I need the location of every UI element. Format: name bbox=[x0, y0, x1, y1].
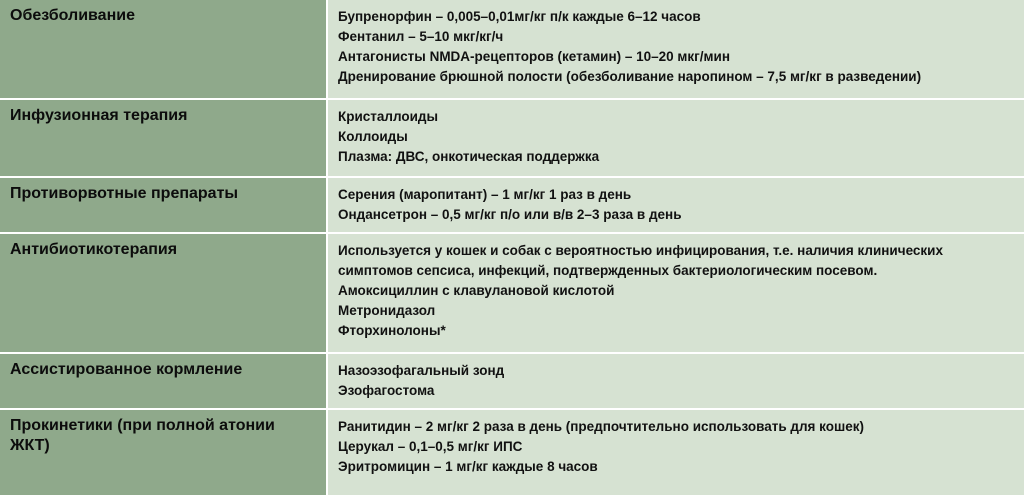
detail-line: Ондансетрон – 0,5 мг/кг п/о или в/в 2–3 раза в день bbox=[338, 207, 682, 222]
category-cell: Противорвотные препараты bbox=[0, 178, 326, 232]
category-cell: Ассистированное кормление bbox=[0, 354, 326, 408]
detail-line: Используется у кошек и собак с вероятностью инфицирования, т.е. наличия клинических bbox=[338, 243, 943, 258]
table-row-infusion bbox=[0, 100, 1024, 178]
table-row-analgesia bbox=[0, 0, 1024, 100]
category-cell: Антибиотикотерапия bbox=[0, 234, 326, 352]
details-cell bbox=[328, 410, 1024, 495]
detail-line: Амоксициллин с клавулановой кислотой bbox=[338, 283, 615, 298]
detail-line: Метронидазол bbox=[338, 303, 436, 318]
detail-line: Церукал – 0,1–0,5 мг/кг ИПС bbox=[338, 439, 523, 454]
table-row-prokinetics bbox=[0, 410, 1024, 495]
detail-line: Плазма: ДВС, онкотическая поддержка bbox=[338, 149, 600, 164]
table-row-feeding bbox=[0, 354, 1024, 410]
detail-line: симптомов сепсиса, инфекций, подтвержденных бактериологическим посевом. bbox=[338, 263, 878, 278]
detail-line: Назоэзофагальный зонд bbox=[338, 363, 505, 378]
category-cell: Прокинетики (при полной атонии ЖКТ) bbox=[0, 410, 326, 495]
detail-line: Фторхинолоны* bbox=[338, 323, 446, 338]
table-row-antiemetics bbox=[0, 178, 1024, 234]
details-cell bbox=[328, 234, 1024, 352]
details-cell bbox=[328, 100, 1024, 176]
table-row-antibiotics bbox=[0, 234, 1024, 354]
details-cell bbox=[328, 178, 1024, 232]
details-cell bbox=[328, 0, 1024, 98]
detail-line: Бупренорфин – 0,005–0,01мг/кг п/к каждые 6–12 часов bbox=[338, 9, 701, 24]
category-cell: Инфузионная терапия bbox=[0, 100, 326, 176]
detail-line: Ранитидин – 2 мг/кг 2 раза в день (предпочтительно использовать для кошек) bbox=[338, 419, 864, 434]
detail-line: Серения (маропитант) – 1 мг/кг 1 раз в день bbox=[338, 187, 632, 202]
detail-line: Дренирование брюшной полости (обезболивание наропином – 7,5 мг/кг в разведении) bbox=[338, 69, 922, 84]
detail-line: Эзофагостома bbox=[338, 383, 435, 398]
detail-line: Эритромицин – 1 мг/кг каждые 8 часов bbox=[338, 459, 598, 474]
details-cell bbox=[328, 354, 1024, 408]
detail-line: Фентанил – 5–10 мкг/кг/ч bbox=[338, 29, 504, 44]
category-cell: Обезболивание bbox=[0, 0, 326, 98]
detail-line: Кристаллоиды bbox=[338, 109, 439, 124]
detail-line: Антагонисты NMDA-рецепторов (кетамин) – 10–20 мкг/мин bbox=[338, 49, 730, 64]
detail-line: Коллоиды bbox=[338, 129, 408, 144]
